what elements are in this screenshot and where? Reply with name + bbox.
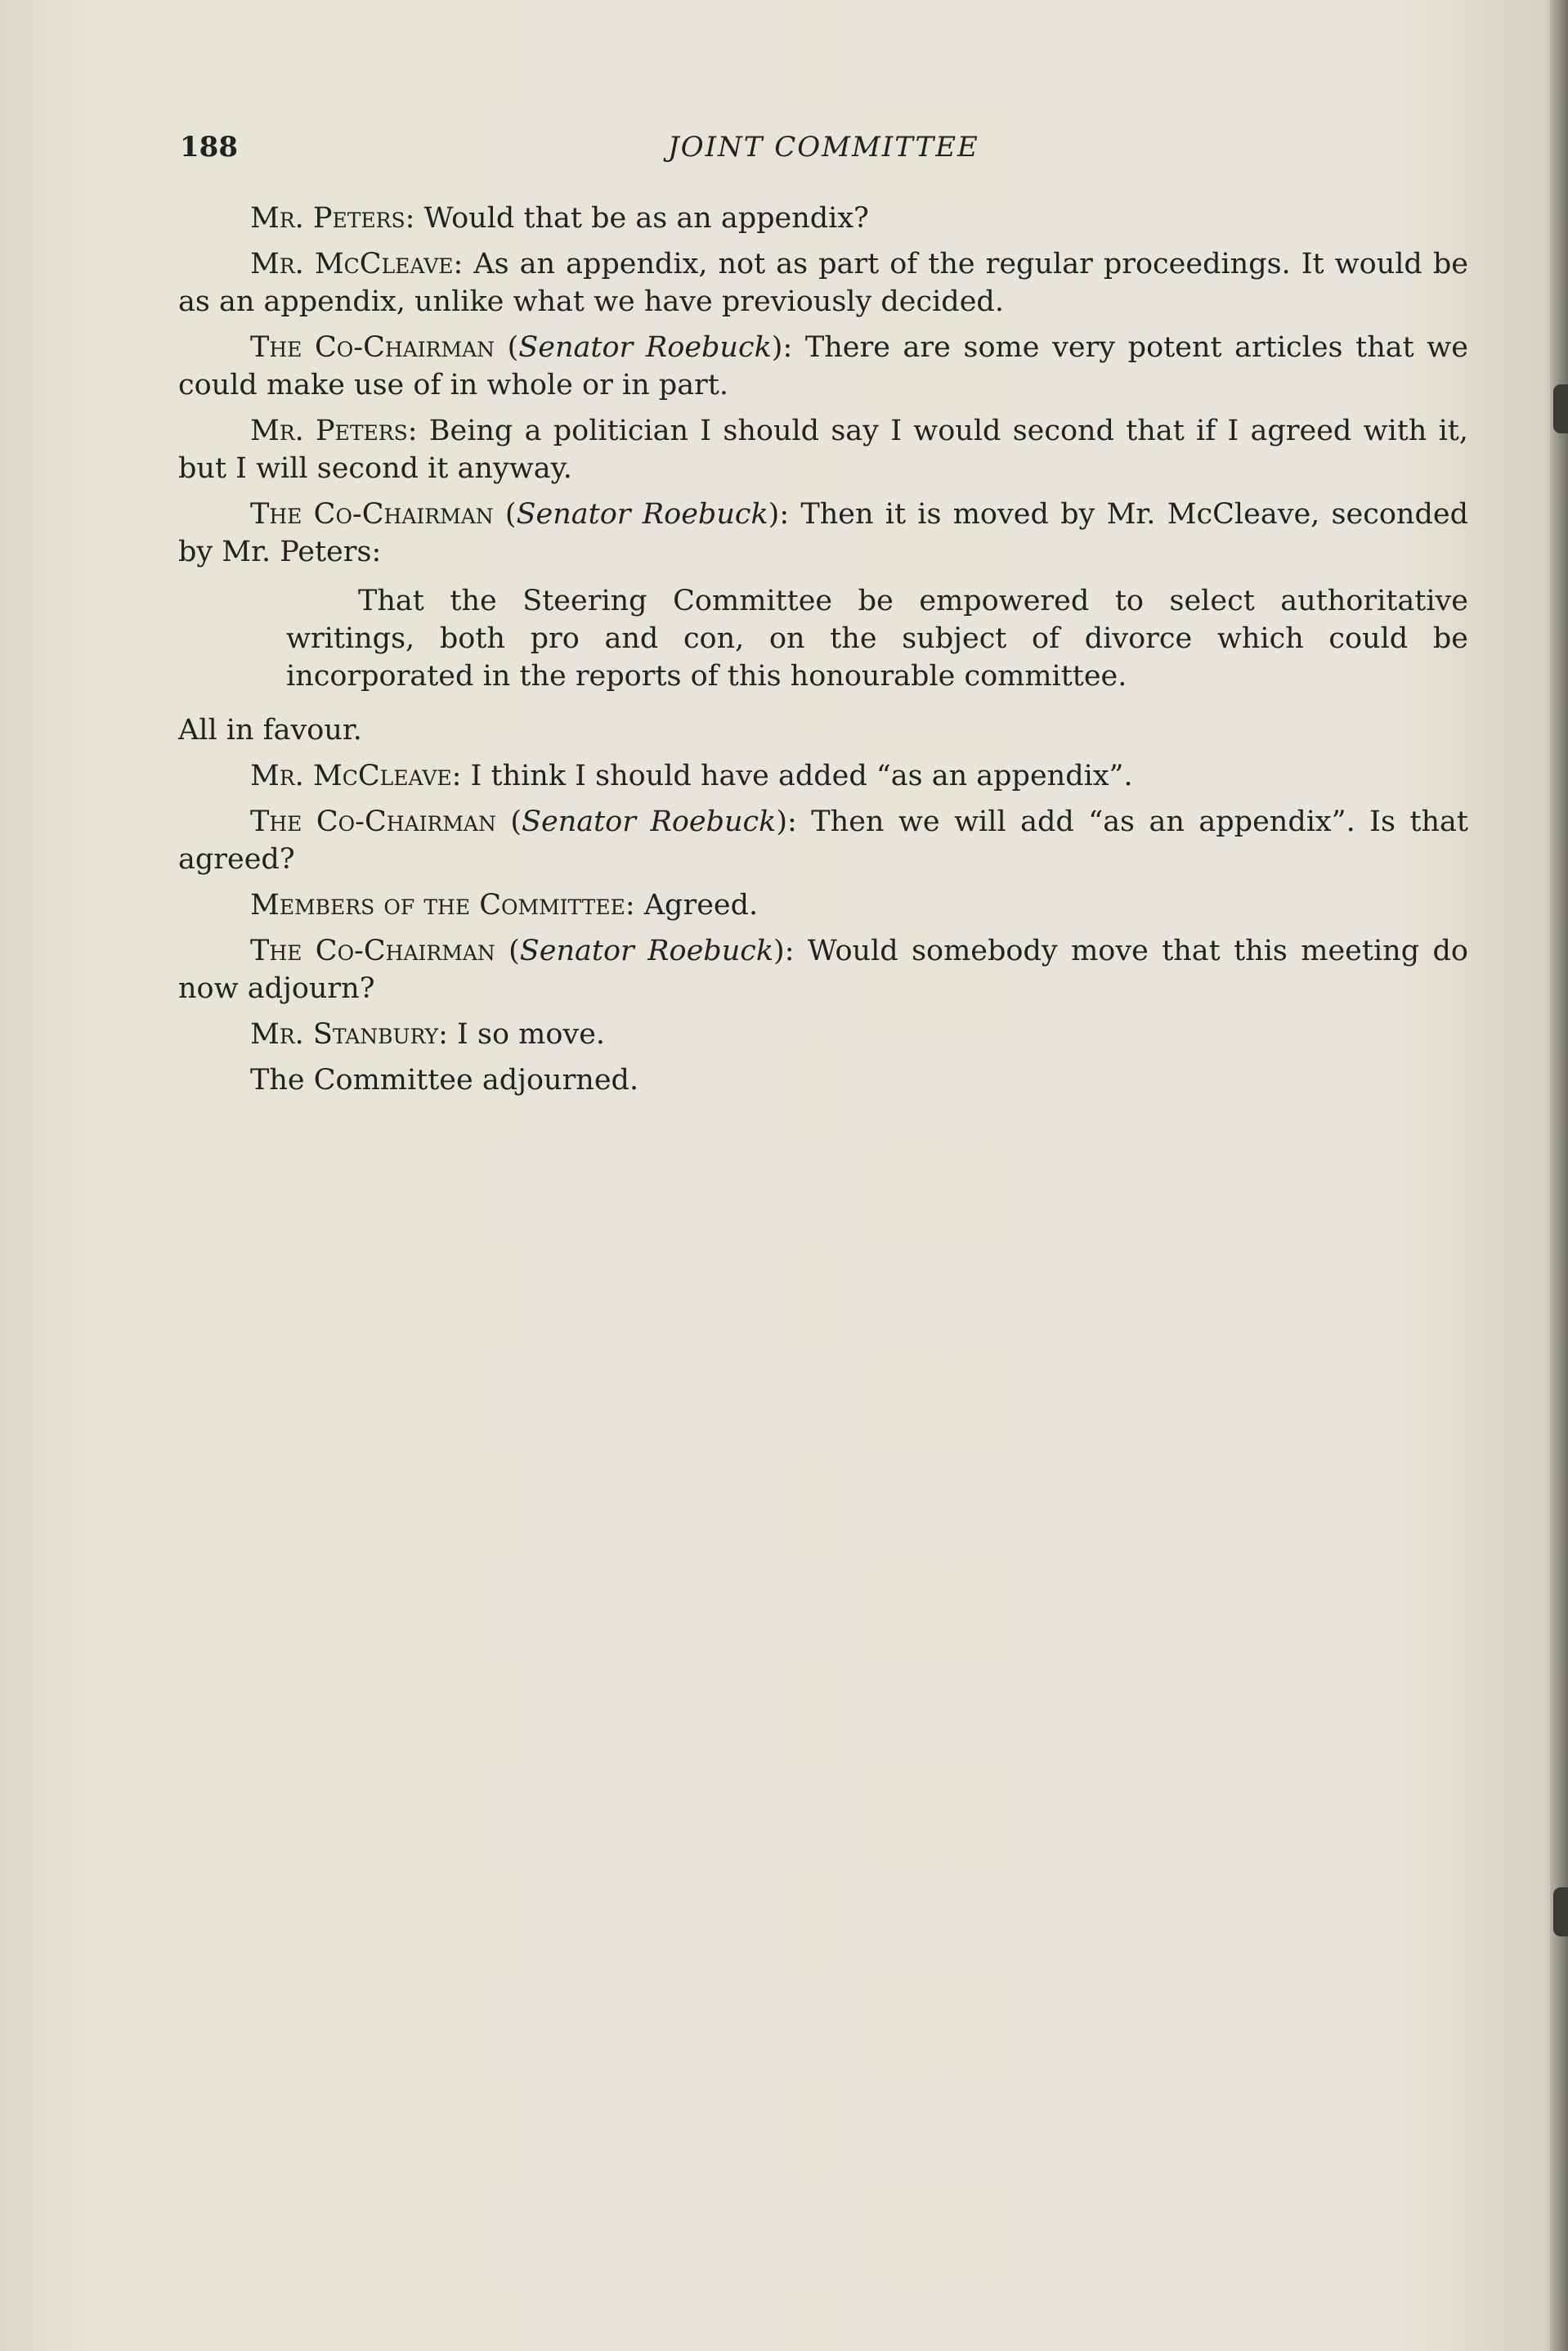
paragraph (178, 245, 1468, 321)
paragraph: The Co-Chairman (Senator Roebuck): Would somebody move that this meeting do now adjourn? (178, 935, 1468, 1005)
speaker: The Co-Chairman (250, 805, 496, 838)
speech: As an appendix, not as part of the regular proceedings. It would be as an appendix, unlike what we have previously decided. (178, 248, 1468, 318)
speech: : Then we will add “as an appendix”. Is that agreed? (178, 805, 1468, 876)
speaker: The Co-Chairman (250, 331, 495, 364)
transcript-body (178, 200, 1468, 1107)
running-head (180, 131, 1467, 172)
speaker: Members of the Committee: (250, 889, 635, 922)
speaker: The Co-Chairman (250, 498, 494, 531)
binding-clip (1553, 1887, 1568, 1936)
motion-quote: That the Steering Committee be empowered to select authoritative writings, both pro and con, on the subject of divorce which could be incorporated in the reports of this honourable committee. (286, 585, 1468, 693)
speech: I so move. (447, 1018, 606, 1051)
binding-clip (1553, 384, 1568, 433)
speech: : There are some very potent articles that we could make use of in whole or in part. (178, 331, 1468, 402)
speaker: Mr. Stanbury: (250, 1018, 448, 1051)
paragraph: The Co-Chairman (Senator Roebuck): Then it is moved by Mr. McCleave, seconded by Mr. Peters: (178, 498, 1468, 568)
paragraph: The Co-Chairman (Senator Roebuck): There are some very potent articles that we could make use of in whole or in part. (178, 331, 1468, 402)
speaker: Mr. McCleave: (250, 248, 464, 280)
running-title: JOINT COMMITTEE (668, 131, 979, 164)
page-number: 188 (180, 131, 238, 164)
speech: : Would somebody move that this meeting do now adjourn? (178, 935, 1468, 1005)
speaker: Mr. Peters: (250, 202, 415, 235)
paragraph (178, 1016, 1468, 1053)
speech: : Then it is moved by Mr. McCleave, seconded by Mr. Peters: (178, 498, 1468, 568)
paragraph (178, 757, 1468, 795)
speaker-aside: Senator Roebuck (518, 331, 772, 364)
speech: Would that be as an appendix? (414, 202, 869, 235)
speaker: The Co-Chairman (250, 935, 495, 967)
speaker-aside: Senator Roebuck (516, 498, 768, 531)
speaker: Mr. McCleave: (250, 760, 462, 792)
paragraph: The Committee adjourned. (250, 1064, 639, 1097)
paragraph (178, 200, 1468, 237)
speaker: Mr. Peters: (250, 415, 418, 447)
paragraph (178, 412, 1468, 487)
paragraph (178, 886, 1468, 924)
paragraph: All in favour. (178, 714, 362, 747)
speech: Agreed. (634, 889, 759, 922)
speech: Being a politician I should say I would second that if I agreed with it, but I will second it anyway. (178, 415, 1468, 485)
speech: I think I should have added “as an appendix”. (461, 760, 1133, 792)
speaker-aside: Senator Roebuck (522, 805, 777, 838)
page-edge (1550, 0, 1568, 2351)
speaker-aside: Senator Roebuck (519, 935, 774, 967)
paragraph: The Co-Chairman (Senator Roebuck): Then we will add “as an appendix”. Is that agreed? (178, 805, 1468, 876)
